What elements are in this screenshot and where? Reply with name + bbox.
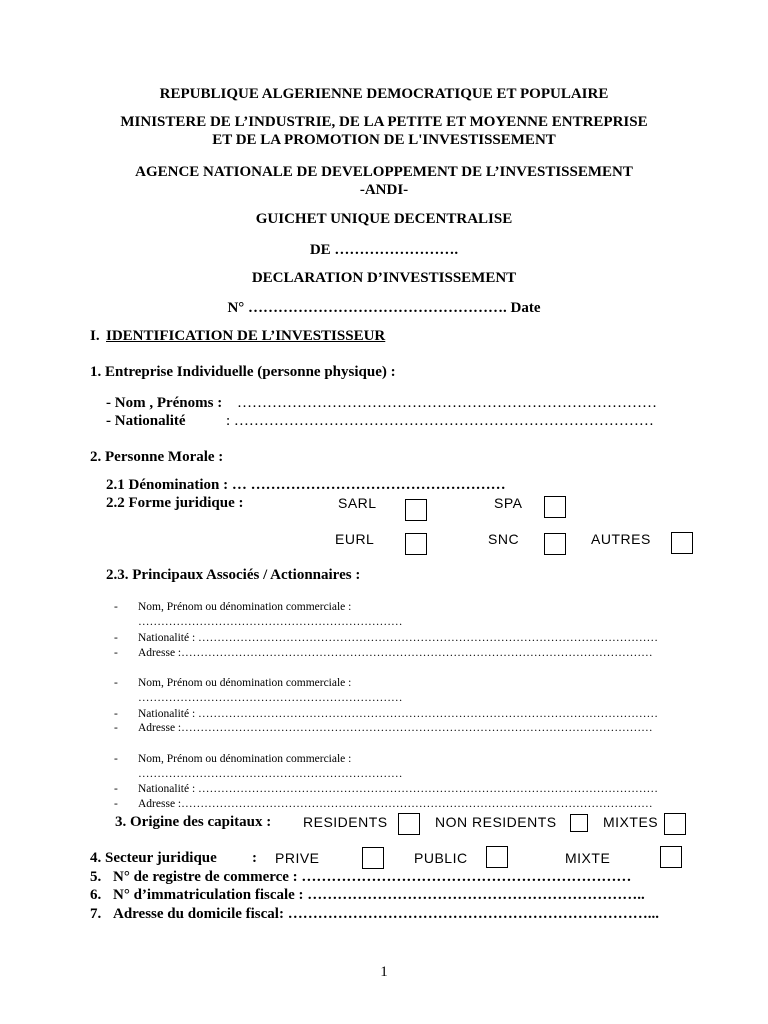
registre-commerce-field[interactable]: N° de registre de commerce : ………………………………………………………… xyxy=(113,869,632,885)
associe-3-nationalite-field[interactable]: Nationalité : ………………………………………………………………………………………………………… xyxy=(138,783,659,795)
option-eurl-label: EURL xyxy=(335,531,375,547)
nom-prenoms-label: - Nom , Prénoms : xyxy=(106,395,223,411)
header-ministere-2: ET DE LA PROMOTION DE L'INVESTISSEMENT xyxy=(212,132,556,148)
list-dash: - xyxy=(114,708,118,720)
option-residents-label: RESIDENTS xyxy=(303,814,388,830)
page-title: DECLARATION D’INVESTISSEMENT xyxy=(251,270,517,286)
section-title: IDENTIFICATION DE L’INVESTISSEUR xyxy=(106,328,386,344)
list-dash: - xyxy=(114,798,118,810)
associe-1-nationalite-field[interactable]: Nationalité : ………………………………………………………………………………………………………… xyxy=(138,632,659,644)
associes-heading: 2.3. Principaux Associés / Actionnaires : xyxy=(106,567,361,583)
secteur-juridique-label: 4. Secteur juridique xyxy=(90,850,217,866)
header-guichet: GUICHET UNIQUE DECENTRALISE xyxy=(255,211,513,227)
associe-2-adresse-field[interactable]: Adresse :…………………………………………………………………………………………………………… xyxy=(138,722,653,734)
declaration-number-line: N° ……………………………………………. Date xyxy=(227,300,541,316)
option-non-residents-label: NON RESIDENTS xyxy=(435,814,557,830)
associe-3-adresse-field[interactable]: Adresse :…………………………………………………………………………………………………………… xyxy=(138,798,653,810)
personne-morale-heading: 2. Personne Morale : xyxy=(90,449,224,465)
checkbox-snc[interactable] xyxy=(544,533,566,555)
associe-1-adresse-field[interactable]: Adresse :…………………………………………………………………………………………………………… xyxy=(138,647,653,659)
list-dash: - xyxy=(114,722,118,734)
option-snc-label: SNC xyxy=(488,531,520,547)
option-sarl-label: SARL xyxy=(338,495,377,511)
nationalite-label: - Nationalité xyxy=(106,413,186,429)
checkbox-mixte[interactable] xyxy=(660,846,682,868)
page-number: 1 xyxy=(380,964,388,980)
list-dash: - xyxy=(114,677,118,689)
immatriculation-fiscale-field[interactable]: N° d’immatriculation fiscale : ………………………………………………………….. xyxy=(113,887,645,903)
header-republique: REPUBLIQUE ALGERIENNE DEMOCRATIQUE ET POPULAIRE xyxy=(159,86,609,102)
registre-number: 5. xyxy=(90,869,102,885)
checkbox-sarl[interactable] xyxy=(405,499,427,521)
list-dash: - xyxy=(114,783,118,795)
option-mixtes-label: MIXTES xyxy=(603,814,659,830)
entreprise-individuelle-heading: 1. Entreprise Individuelle (personne physique) : xyxy=(90,364,396,380)
checkbox-autres[interactable] xyxy=(671,532,693,554)
list-dash: - xyxy=(114,601,118,613)
associe-1-nom-field[interactable]: …………………………………………………………… xyxy=(138,616,403,628)
associe-3-nom-field[interactable]: …………………………………………………………… xyxy=(138,768,403,780)
option-prive-label: PRIVE xyxy=(275,850,320,866)
list-dash: - xyxy=(114,647,118,659)
nationalite-field[interactable]: : ………………………………………………………………………… xyxy=(226,413,654,429)
associe-2-nom-label: Nom, Prénom ou dénomination commerciale : xyxy=(138,677,352,689)
checkbox-mixtes[interactable] xyxy=(664,813,686,835)
associe-3-nom-label: Nom, Prénom ou dénomination commerciale : xyxy=(138,753,352,765)
denomination-field[interactable]: 2.1 Dénomination : … …………………………………………… xyxy=(106,477,506,493)
checkbox-non-residents[interactable] xyxy=(570,814,588,832)
associe-2-nom-field[interactable]: …………………………………………………………… xyxy=(138,692,403,704)
checkbox-eurl[interactable] xyxy=(405,533,427,555)
section-roman: I. xyxy=(90,328,100,344)
header-ministere: MINISTERE DE L’INDUSTRIE, DE LA PETITE ET MOYENNE ENTREPRISE xyxy=(120,114,648,130)
checkbox-prive[interactable] xyxy=(362,847,384,869)
header-andi: -ANDI- xyxy=(359,182,409,198)
header-agence: AGENCE NATIONALE DE DEVELOPPEMENT DE L’INVESTISSEMENT xyxy=(135,164,633,180)
option-mixte-label: MIXTE xyxy=(565,850,611,866)
forme-juridique-label: 2.2 Forme juridique : xyxy=(106,495,244,511)
checkbox-spa[interactable] xyxy=(544,496,566,518)
checkbox-public[interactable] xyxy=(486,846,508,868)
origine-capitaux-label: 3. Origine des capitaux : xyxy=(115,814,272,830)
adresse-domicile-fiscal-field[interactable]: Adresse du domicile fiscal: ………………………………………………………………... xyxy=(113,906,659,922)
nom-prenoms-field[interactable]: ………………………………………………………………………… xyxy=(237,395,657,411)
associe-1-nom-label: Nom, Prénom ou dénomination commerciale : xyxy=(138,601,352,613)
option-autres-label: AUTRES xyxy=(591,531,651,547)
immatriculation-number: 6. xyxy=(90,887,102,903)
option-spa-label: SPA xyxy=(494,495,523,511)
header-de: DE ……………………. xyxy=(309,242,459,258)
checkbox-residents[interactable] xyxy=(398,813,420,835)
adresse-number: 7. xyxy=(90,906,102,922)
option-public-label: PUBLIC xyxy=(414,850,468,866)
list-dash: - xyxy=(114,753,118,765)
secteur-colon: : xyxy=(252,850,257,866)
associe-2-nationalite-field[interactable]: Nationalité : ………………………………………………………………………………………………………… xyxy=(138,708,659,720)
list-dash: - xyxy=(114,632,118,644)
